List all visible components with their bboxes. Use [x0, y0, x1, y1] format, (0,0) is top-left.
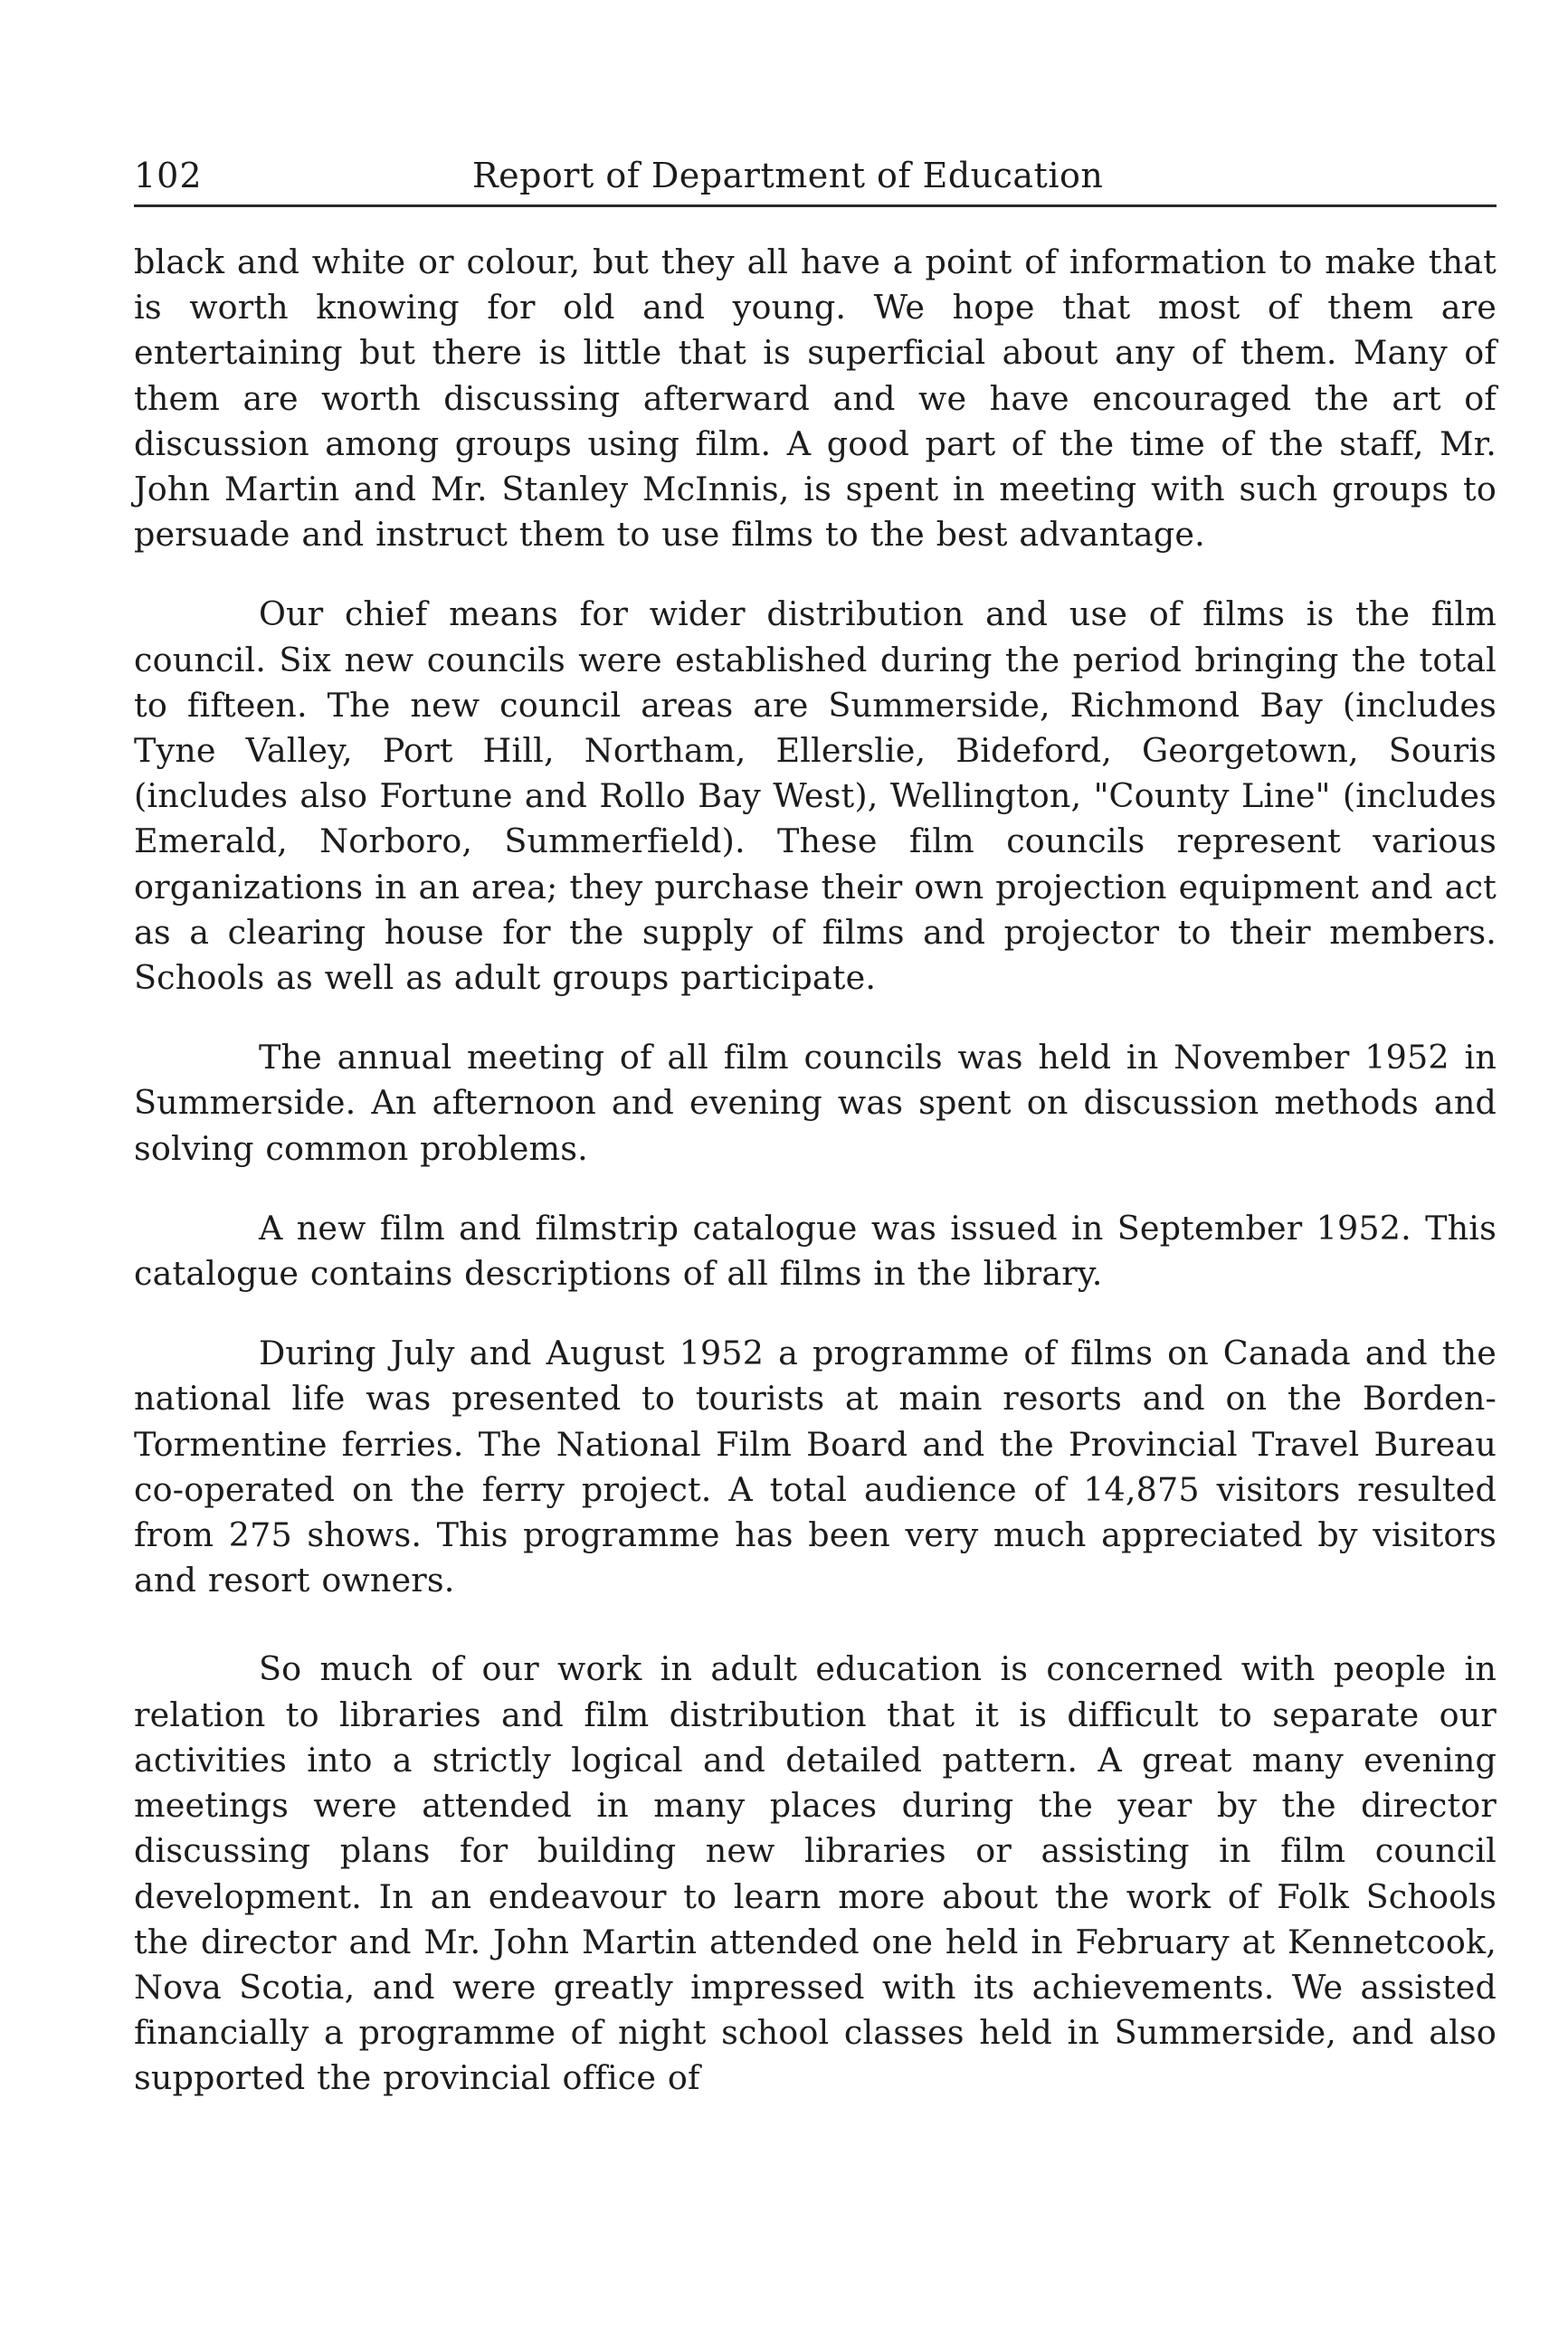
running-title: Report of Department of Education: [472, 156, 1104, 195]
paragraph-catalogue: A new film and filmstrip catalogue was issued in September 1952. This catalogue contains descriptions of all films in the library.: [134, 1208, 1497, 1294]
paragraph-continuation: black and white or colour, but they all have a point of information to make that is worth knowing for old and young. We hope that most of them are entertaining but there is little that is superficial about any of them. Many of them are worth discussing afterward and we have encouraged the art of discussion among groups using film. A good part of the time of the staff, Mr. John Martin and Mr. Stanley McInnis, is spent in meeting with such groups to persuade and instruct them to use films to the best advantage.: [134, 242, 1497, 555]
paragraph-summer-programme: During July and August 1952 a programme of films on Canada and the national life was presented to tourists at main resorts and on the Borden-Tormentine ferries. The National Film Board and the Provincial Travel Bureau co-operated on the ferry project. A total audience of 14,875 visitors resulted from 275 shows. This programme has been very much appreciated by visitors and resort owners.: [134, 1334, 1497, 1600]
paragraph-film-council: Our chief means for wider distribution and use of films is the film council. Six new councils were established during the period bringing the total to fifteen. The new council areas are Summerside, Richmond Bay (includes Tyne Valley, Port Hill, Northam, Ellerslie, Bideford, Georgetown, Souris (includes also Fortune and Rollo Bay West), Wellington, "County Line" (includes Emerald, Norboro, Summerfield). These film councils represent various organizations in an area; they purchase their own projection equipment and act as a clearing house for the supply of films and projector to their members. Schools as well as adult groups participate.: [134, 594, 1497, 998]
document-page: [134, 152, 1497, 2102]
body-text: [134, 240, 1497, 2102]
paragraph-adult-education: So much of our work in adult education is concerned with people in relation to libraries and film distribution that it is difficult to separate our activities into a strictly logical and detailed pattern. A great many evening meetings were attended in many places during the year by the director discussing plans for building new libraries or assisting in film council development. In an endeavour to learn more about the work of Folk Schools the director and Mr. John Martin attended one held in February at Kennetcook, Nova Scotia, and were greatly impressed with its achievements. We assisted financially a programme of night school classes held in Summerside, and also supported the provincial office of: [134, 1649, 1497, 2098]
running-header: [134, 152, 1497, 207]
paragraph-annual-meeting: The annual meeting of all film councils was held in November 1952 in Summerside. An afternoon and evening was spent on discussion methods and solving common problems.: [134, 1038, 1497, 1168]
page-number: 102: [134, 156, 203, 195]
